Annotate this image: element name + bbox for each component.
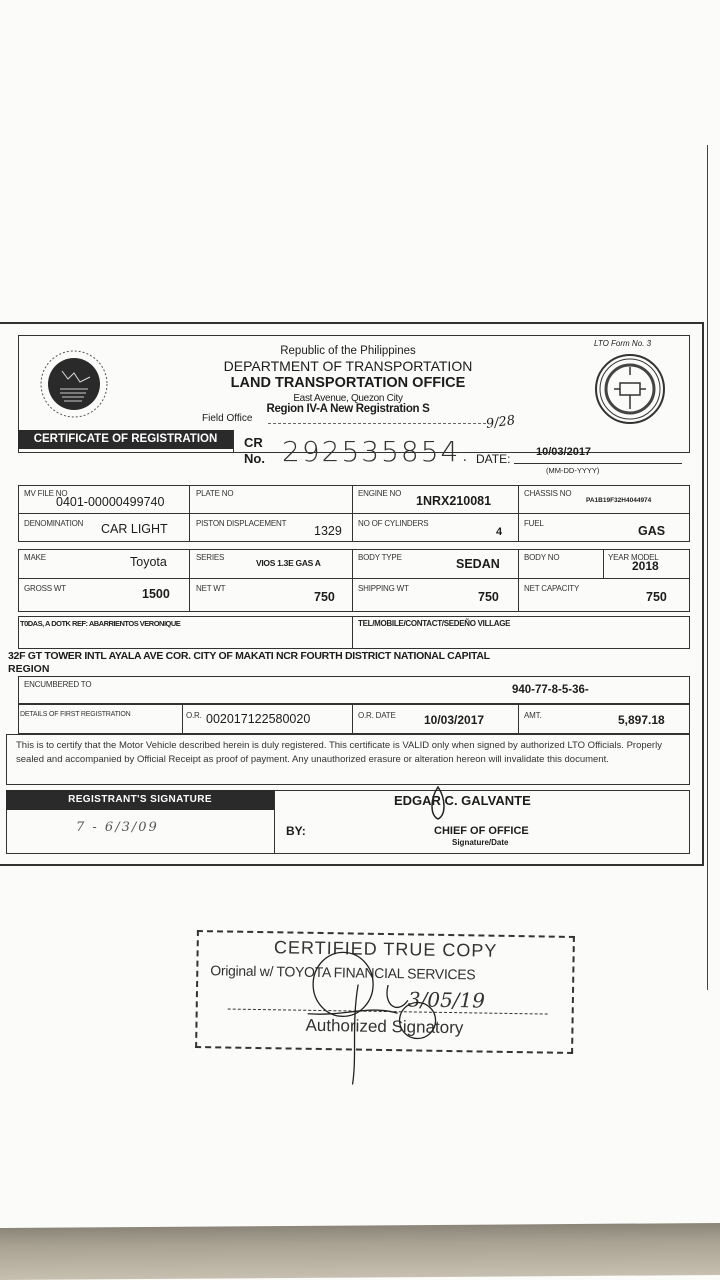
plate-no-label: PLATE NO <box>196 489 234 498</box>
piston-displacement-label: PISTON DISPLACEMENT <box>196 519 287 528</box>
handwritten-note: 9/28 <box>485 413 517 432</box>
stamp-original-with: Original w/ TOYOTA FINANCIAL SERVICES <box>210 962 476 983</box>
gross-wt-label: GROSS WT <box>24 584 66 593</box>
vehicle-specs-box <box>18 549 690 612</box>
body-no-label: BODY NO <box>524 553 560 562</box>
region-line: Region IV-A New Registration S <box>266 403 430 415</box>
or-label: O.R. <box>186 711 202 720</box>
make-label: MAKE <box>24 553 46 562</box>
net-wt-value: 750 <box>314 590 335 604</box>
office-heading: LAND TRANSPORTATION OFFICE <box>230 375 466 391</box>
divider <box>189 485 190 542</box>
registrant-signature-label: REGISTRANT'S SIGNATURE <box>6 790 274 810</box>
year-model-label: YEAR MODEL <box>608 553 659 562</box>
date-label: DATE: <box>476 452 511 466</box>
body-type-label: BODY TYPE <box>358 553 402 562</box>
divider <box>518 485 519 542</box>
cr-label: CR <box>244 435 263 450</box>
stamp-authorized-signatory: Authorized Signatory <box>305 1015 464 1038</box>
divider <box>18 513 690 514</box>
engine-no-label: ENGINE NO <box>358 489 402 498</box>
divider <box>352 616 353 649</box>
year-model-value: 2018 <box>632 559 659 573</box>
divider <box>189 549 190 612</box>
form-number: LTO Form No. 3 <box>594 339 652 348</box>
chassis-no-label: CHASSIS NO <box>524 489 572 498</box>
owner-name: T0DAS, A DOTK REF: ABARRIENTOS VERONIQUE <box>20 619 181 628</box>
republic-heading: Republic of the Philippines <box>280 345 416 357</box>
series-value: VIOS 1.3E GAS A <box>256 558 321 568</box>
table-surface <box>0 1223 720 1280</box>
date-format: (MM-DD-YYYY) <box>546 466 600 475</box>
gross-wt-value: 1500 <box>142 587 170 601</box>
denomination-value: CAR LIGHT <box>101 522 168 536</box>
divider <box>352 485 353 542</box>
field-office-label: Field Office <box>202 413 253 424</box>
field-office-line <box>268 423 486 424</box>
registrant-signature-mark: 7 - 6/3/09 <box>76 820 159 835</box>
divider <box>274 790 275 854</box>
divider <box>352 549 353 612</box>
divider <box>233 430 234 452</box>
stamp-handwritten-date: 3/05/19 <box>407 987 486 1013</box>
piston-displacement-value: 1329 <box>314 524 342 538</box>
divider <box>182 704 183 734</box>
net-wt-label: NET WT <box>196 584 226 593</box>
cr-number: 292535854. <box>282 435 472 468</box>
office-address: East Avenue, Quezon City <box>293 393 403 404</box>
shipping-wt-label: SHIPPING WT <box>358 584 409 593</box>
cylinders-label: NO OF CYLINDERS <box>358 519 429 528</box>
date-underline <box>514 463 682 464</box>
shipping-wt-value: 750 <box>478 590 499 604</box>
body-type-value: SEDAN <box>456 557 500 571</box>
certification-text: This is to certify that the Motor Vehicle described herein is duly registered. This certificate is VALID only when signed by authorized LTO Officials. Properly sealed and accompanied by Official Receipt as proof of payment. Any unauthorized erasure or alteration hereon will invalidate this document. <box>16 740 662 765</box>
engine-no-value: 1NRX210081 <box>416 494 492 508</box>
or-number: 002017122580020 <box>206 712 311 726</box>
certificate-title: CERTIFICATE OF REGISTRATION <box>18 430 233 449</box>
registration-date: 10/03/2017 <box>536 446 592 458</box>
net-capacity-label: NET CAPACITY <box>524 584 580 593</box>
encumbered-box <box>18 676 690 704</box>
amount-value: 5,897.18 <box>618 713 665 727</box>
encumbered-value: 940-77-8-5-36- <box>512 684 589 696</box>
owner-telephone: TEL/MOBILE/CONTACT/SEDEÑO VILLAGE <box>358 619 511 628</box>
amount-label: AMT. <box>524 711 542 720</box>
fuel-label: FUEL <box>524 519 544 528</box>
back-page-edge <box>707 145 720 990</box>
chassis-no-value: PA1B19F32H4044974 <box>586 497 652 504</box>
fuel-value: GAS <box>638 524 666 538</box>
divider <box>603 549 604 578</box>
owner-address-line-1: 32F GT TOWER INTL AYALA AVE COR. CITY OF MAKATI NCR FOURTH DISTRICT NATIONAL CAPITAL <box>8 650 490 662</box>
or-date-label: O.R. DATE <box>358 711 396 720</box>
officer-title: CHIEF OF OFFICE <box>434 825 529 837</box>
divider <box>18 578 690 579</box>
by-label: BY: <box>286 824 306 838</box>
mv-file-label: MV FILE NO <box>24 489 68 498</box>
stamp-title: CERTIFIED TRUE COPY <box>273 937 498 961</box>
cylinders-value: 4 <box>496 526 503 538</box>
divider <box>518 549 519 612</box>
divider <box>352 704 353 734</box>
officer-name: EDGAR C. GALVANTE <box>394 793 531 808</box>
encumbered-label: ENCUMBERED TO <box>24 680 92 689</box>
or-date-value: 10/03/2017 <box>424 713 485 727</box>
make-value: Toyota <box>130 555 167 569</box>
owner-address-line-2: REGION <box>8 663 50 675</box>
first-registration-label: DETAILS OF FIRST REGISTRATION <box>20 711 131 718</box>
denomination-label: DENOMINATION <box>24 519 84 528</box>
certificate-of-registration-form <box>6 335 690 855</box>
net-capacity-value: 750 <box>646 590 667 604</box>
officer-subtitle: Signature/Date <box>452 838 509 847</box>
first-registration-box <box>18 704 690 734</box>
stamp-signature-scribble <box>286 943 488 1096</box>
divider <box>518 704 519 734</box>
cr-no-label: No. <box>244 451 265 466</box>
mv-file-value: 0401-00000499740 <box>56 495 165 509</box>
certified-true-copy-stamp <box>195 930 575 1054</box>
series-label: SERIES <box>196 553 225 562</box>
department-heading: DEPARTMENT OF TRANSPORTATION <box>223 358 473 374</box>
officer-signature-mark <box>426 785 450 823</box>
